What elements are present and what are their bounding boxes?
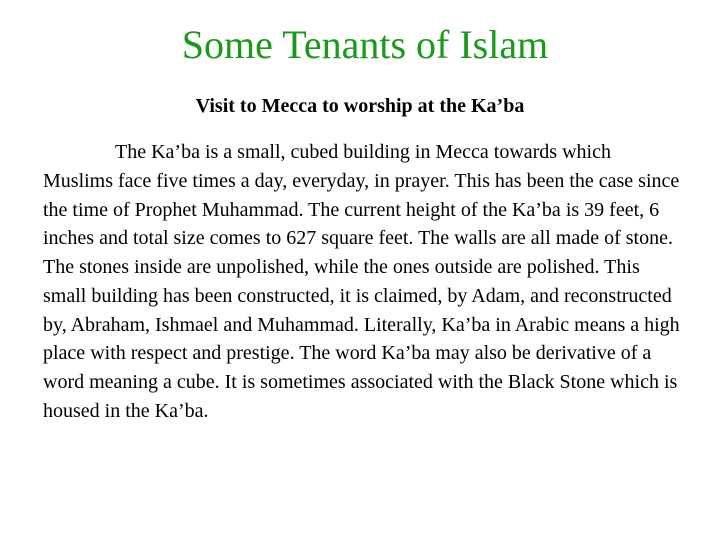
body-paragraph: The Ka’ba is a small, cubed building in Mecca towards which Muslims face five times a day, everyday, in prayer. This has been the case since the time of Prophet Muhammad. The current height of the Ka’ba is 39 feet, 6 inches and total size comes to 627 square feet. The walls are all made of stone. The stones inside are unpolished, while the ones outside are polished. This small building has been constructed, it is claimed, by Adam, and reconstructed by, Abraham, Ishmael and Muhammad. Literally, Ka’ba in Arabic means a high place with respect and prestige. The word Ka’ba may also be derivative of a word meaning a cube. It is sometimes associated with the Black Stone which is housed in the Ka’ba. — [43, 141, 680, 422]
slide-title: Some Tenants of Islam — [181, 22, 549, 67]
slide-subtitle: Visit to Mecca to worship at the Ka’ba — [195, 95, 525, 117]
